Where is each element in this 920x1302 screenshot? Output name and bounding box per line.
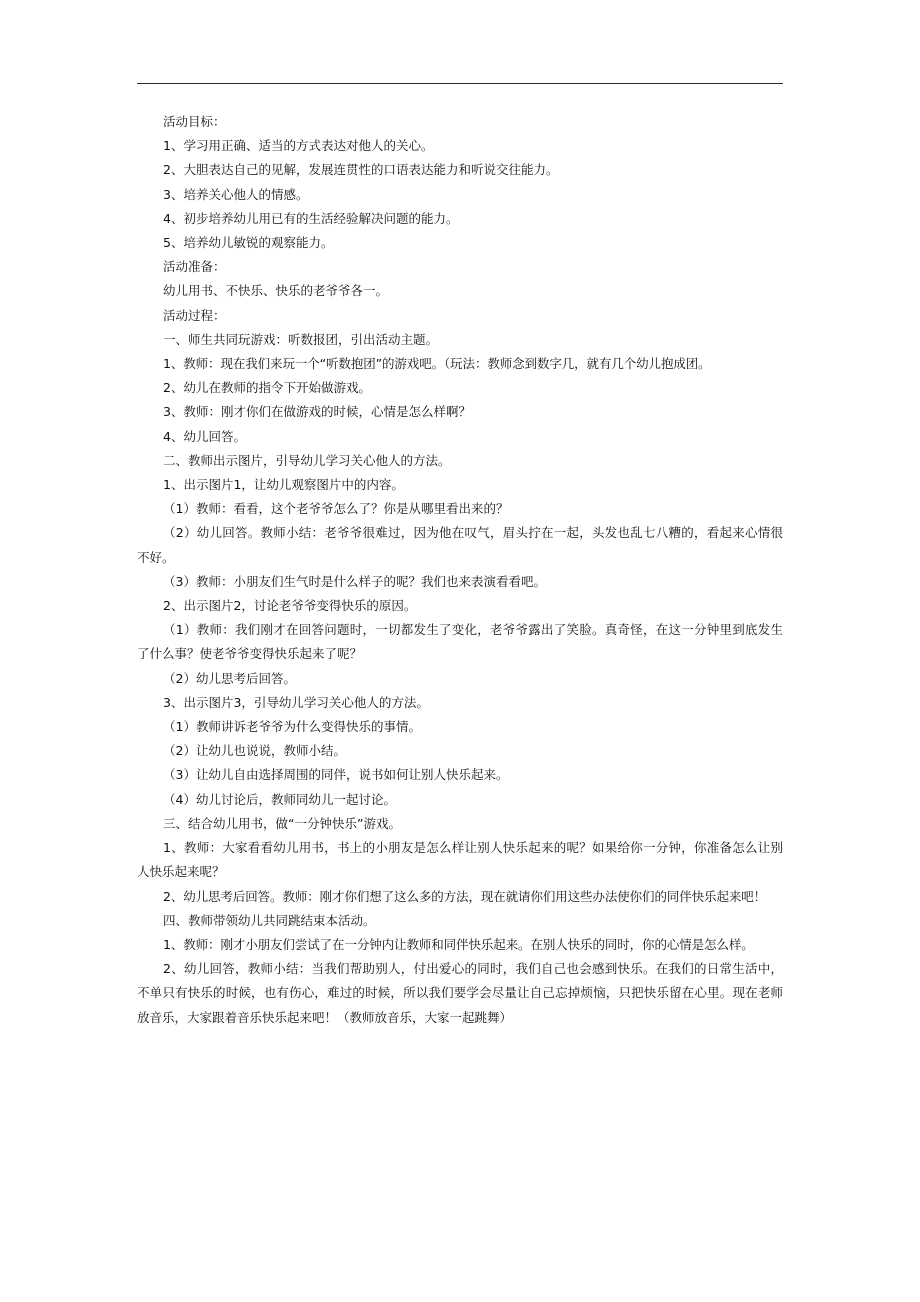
heading-activity-goals: 活动目标： bbox=[163, 114, 226, 129]
section-1-step-4: 4、幼儿回答。 bbox=[163, 428, 246, 444]
section-4-step-2: 2、幼儿回答，教师小结：当我们帮助别人，付出爱心的同时，我们自己也会感到快乐。在我们的日常生活中，不单只有快乐的时候，也有伤心，难过的时候，所以我们要学会尽量让自己忘掉烦恼，只把快乐留在心里。现在老师放音乐，大家跟着音乐快乐起来吧！（教师放音乐，大家一起跳舞） bbox=[137, 961, 783, 1025]
section-2-step-2: 2、出示图片2，讨论老爷爷变得快乐的原因。 bbox=[163, 598, 417, 614]
section-2-heading: 二、教师出示图片，引导幼儿学习关心他人的方法。 bbox=[163, 452, 451, 468]
section-2-step-1-sub-3: （3）教师：小朋友们生气时是什么样子的呢？我们也来表演看看吧。 bbox=[163, 573, 546, 589]
header-rule bbox=[137, 83, 783, 84]
section-3-step-1: 1、教师：大家看看幼儿用书，书上的小朋友是怎么样让别人快乐起来的呢？如果给你一分钟，你准备怎么让别人快乐起来呢？ bbox=[137, 840, 783, 880]
section-3-step-2: 2、幼儿思考后回答。教师：刚才你们想了这么多的方法，现在就请你们用这些办法使你们的同伴快乐起来吧！ bbox=[163, 888, 767, 904]
section-4-heading: 四、教师带领幼儿共同跳结束本活动。 bbox=[163, 912, 376, 928]
preparation-text: 幼儿用书、不快乐、快乐的老爷爷各一。 bbox=[163, 283, 389, 299]
section-1-step-1: 1、教师：现在我们来玩一个“听数抱团”的游戏吧。（玩法：教师念到数字几，就有几个幼儿抱成团。 bbox=[163, 356, 711, 372]
section-1-heading: 一、师生共同玩游戏：听数报团，引出活动主题。 bbox=[163, 331, 439, 347]
section-2-step-1-sub-2: （2）幼儿回答。教师小结：老爷爷很难过，因为他在叹气，眉头拧在一起，头发也乱七八糟的，看起来心情很不好。 bbox=[137, 525, 783, 565]
goal-item-4: 4、初步培养幼儿用已有的生活经验解决问题的能力。 bbox=[163, 210, 459, 226]
section-3-heading: 三、结合幼儿用书，做“一分钟快乐”游戏。 bbox=[163, 815, 401, 831]
goal-item-3: 3、培养关心他人的情感。 bbox=[163, 186, 309, 202]
section-2-step-2-sub-1: （1）教师：我们刚才在回答问题时，一切都发生了变化，老爷爷露出了笑脸。真奇怪，在这一分钟里到底发生了什么事？使老爷爷变得快乐起来了呢？ bbox=[137, 622, 783, 662]
section-2-step-3-sub-1: （1）教师讲诉老爷爷为什么变得快乐的事情。 bbox=[163, 719, 421, 735]
section-1-step-3: 3、教师：刚才你们在做游戏的时候，心情是怎么样啊？ bbox=[163, 404, 471, 420]
goal-item-1: 1、学习用正确、适当的方式表达对他人的关心。 bbox=[163, 138, 434, 154]
goal-item-2: 2、大胆表达自己的见解，发展连贯性的口语表达能力和听说交往能力。 bbox=[163, 162, 559, 178]
section-2-step-2-sub-2: （2）幼儿思考后回答。 bbox=[163, 670, 296, 686]
heading-activity-process: 活动过程： bbox=[163, 307, 226, 323]
section-2-step-3-sub-3: （3）让幼儿自由选择周围的同伴，说书如何让别人快乐起来。 bbox=[163, 767, 509, 783]
heading-activity-preparation: 活动准备： bbox=[163, 259, 226, 275]
document-body bbox=[137, 110, 783, 1030]
section-2-step-3: 3、出示图片3，引导幼儿学习关心他人的方法。 bbox=[163, 694, 429, 710]
section-2-step-1-sub-1: （1）教师：看看，这个老爷爷怎么了？你是从哪里看出来的？ bbox=[163, 501, 509, 517]
section-2-step-3-sub-2: （2）让幼儿也说说，教师小结。 bbox=[163, 743, 346, 759]
section-2-step-1: 1、出示图片1，让幼儿观察图片中的内容。 bbox=[163, 477, 404, 493]
section-2-step-3-sub-4: （4）幼儿讨论后，教师同幼儿一起讨论。 bbox=[163, 791, 396, 807]
section-4-step-1: 1、教师：刚才小朋友们尝试了在一分钟内让教师和同伴快乐起来。在别人快乐的同时，你的心情是怎么样。 bbox=[163, 936, 754, 952]
goal-item-5: 5、培养幼儿敏锐的观察能力。 bbox=[163, 235, 334, 251]
section-1-step-2: 2、幼儿在教师的指令下开始做游戏。 bbox=[163, 380, 371, 396]
